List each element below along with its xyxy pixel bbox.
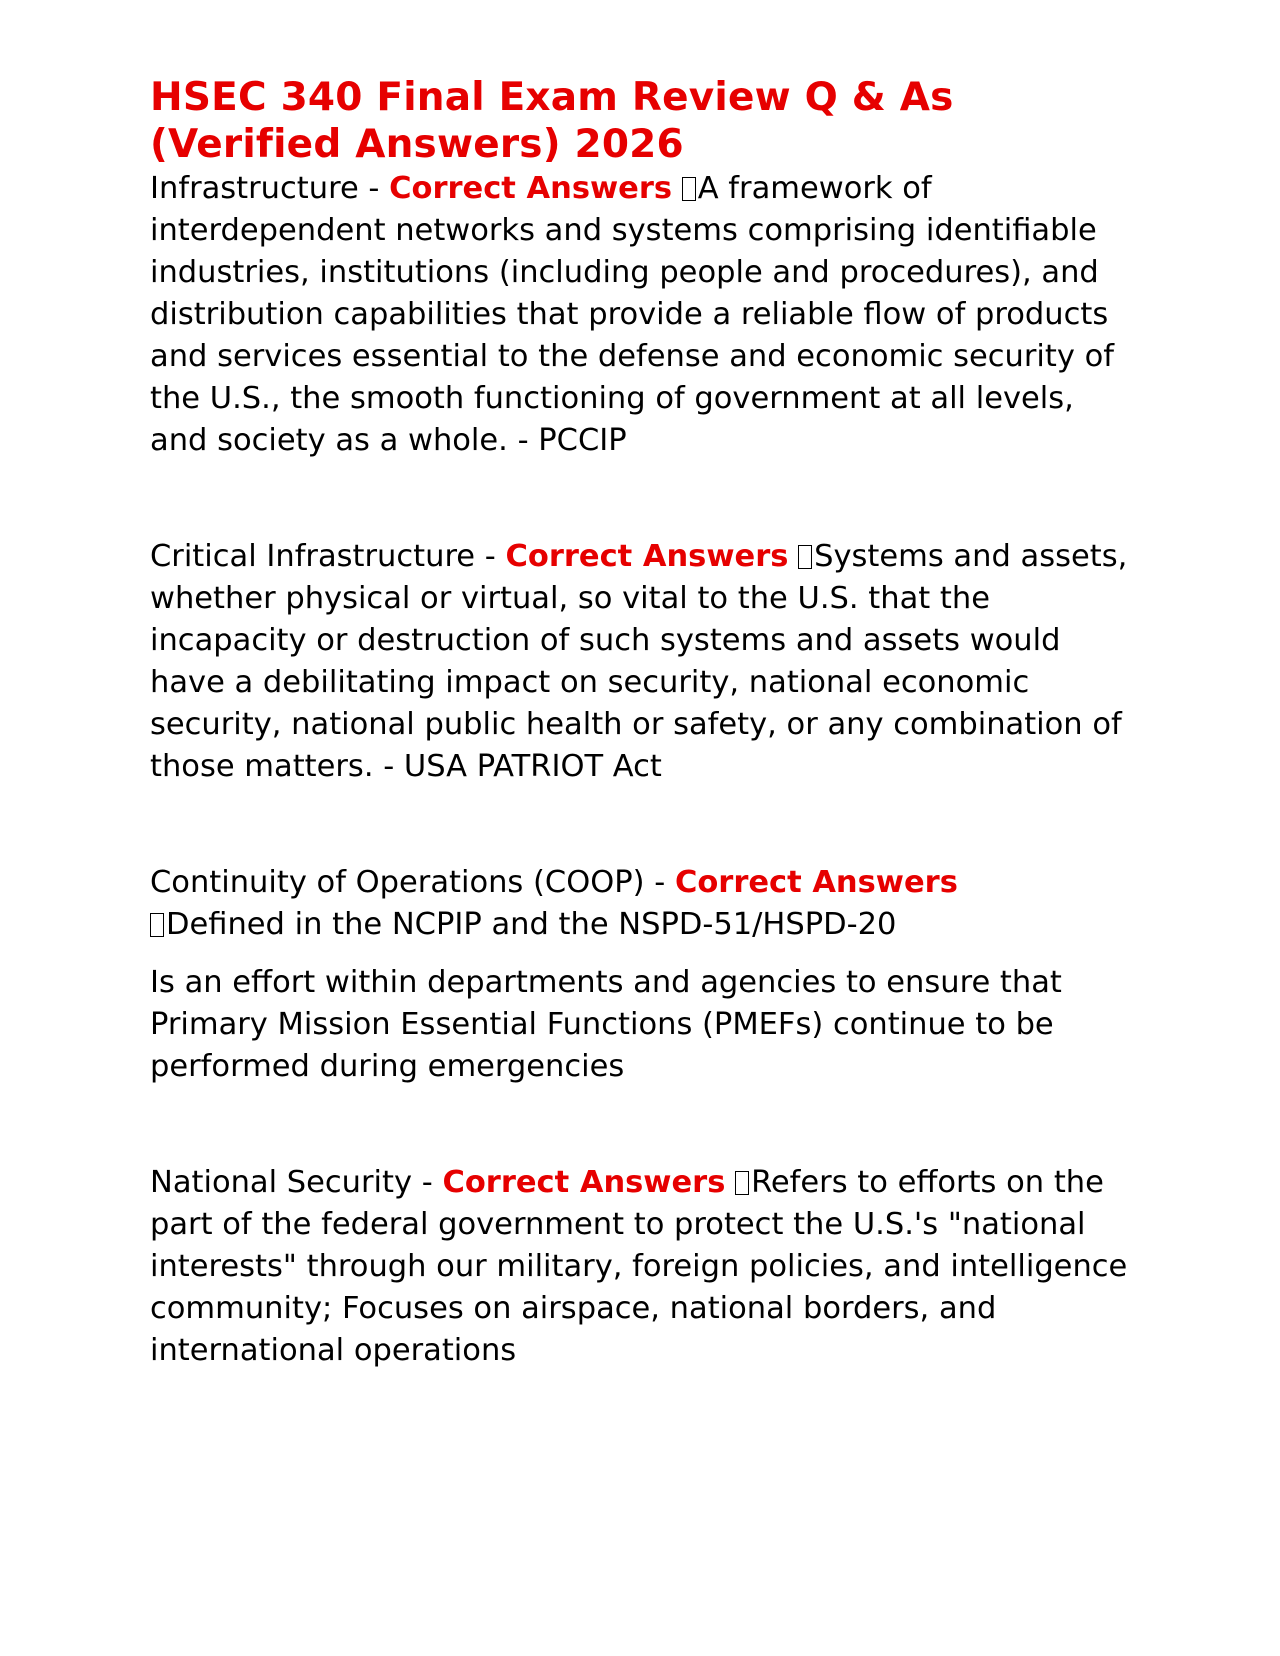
definition: Defined in the NCPIP and the NSPD-51/HSPD-20: [166, 907, 897, 942]
correct-answers-label: Correct Answers: [389, 171, 673, 206]
term: Critical Infrastructure: [150, 539, 476, 574]
term: Continuity of Operations (COOP): [150, 865, 645, 900]
term-separator: -: [644, 865, 675, 900]
qa-paragraph: [150, 536, 1130, 788]
qa-paragraph: [150, 862, 1130, 946]
missing-glyph-box-icon: [150, 913, 164, 937]
qa-entry: [150, 536, 1130, 788]
qa-paragraph: [150, 168, 1130, 462]
correct-answers-label: Correct Answers: [674, 865, 958, 900]
qa-paragraph: [150, 1162, 1130, 1372]
qa-entry: [150, 1162, 1130, 1372]
correct-answers-label: Correct Answers: [442, 1165, 726, 1200]
term-separator: -: [358, 171, 390, 206]
definition-continuation: Is an effort within departments and agencies to ensure that Primary Mission Essential Functions (PMEFs) continue to be performed during emergencies: [150, 965, 1062, 1084]
missing-glyph-box-icon: [735, 1171, 749, 1195]
qa-entry: [150, 168, 1130, 462]
term-separator: -: [475, 539, 506, 574]
qa-entry: [150, 862, 1130, 1088]
definition: Refers to efforts on the part of the federal government to protect the U.S.'s "national interests" through our military, foreign policies, and intelligence community; Focuses on airspace, national borders, and international operations: [150, 1165, 1128, 1368]
definition: A framework of interdependent networks and systems comprising identifiable industries, institutions (including people and procedures), and distribution capabilities that provide a reliable flow of products and services essential to the defense and economic security of the U.S., the smooth functioning of government at all levels, and society as a whole. - PCCIP: [150, 171, 1114, 458]
correct-answers-label: Correct Answers: [505, 539, 789, 574]
document-title: HSEC 340 Final Exam Review Q & As (Verified Answers) 2026: [150, 75, 954, 167]
term: National Security: [150, 1165, 413, 1200]
term: Infrastructure: [150, 171, 359, 206]
definition: Systems and assets, whether physical or virtual, so vital to the U.S. that the incapacity or destruction of such systems and assets would have a debilitating impact on security, national economic security, national public health or safety, or any combination of those matters. - USA PATRIOT Act: [150, 539, 1128, 784]
missing-glyph-box-icon: [798, 545, 812, 569]
missing-glyph-box-icon: [682, 177, 696, 201]
term-separator: -: [412, 1165, 443, 1200]
